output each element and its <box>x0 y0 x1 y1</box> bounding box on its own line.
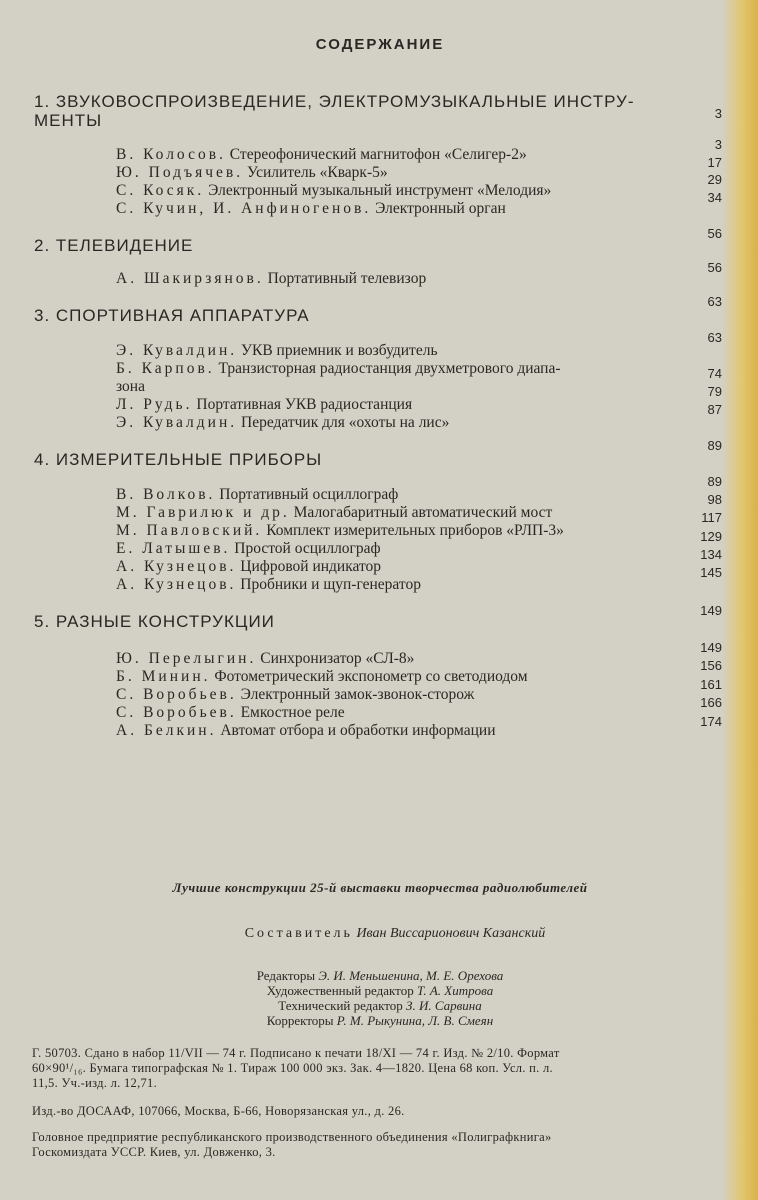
printer-block <box>32 1130 758 1160</box>
entry-author: С. Воробьев. <box>116 686 237 703</box>
toc-entry <box>116 668 528 686</box>
section-page-4: 89 <box>707 438 722 453</box>
entry-author: А. Белкин. <box>116 722 217 739</box>
entry-page: 87 <box>707 402 722 417</box>
toc-entry <box>116 522 564 540</box>
entry-author: В. Колосов. <box>116 146 226 163</box>
entry-page: 34 <box>707 190 722 205</box>
toc-entry <box>116 540 381 558</box>
entry-author: Ю. Перелыгин. <box>116 650 257 667</box>
entry-title: Транзисторная радиостанция двухметрового диапа- <box>218 360 561 377</box>
entry-author: С. Кучин, И. Анфиногенов. <box>116 200 372 217</box>
entry-author: Б. Карпов. <box>116 360 215 377</box>
entry-author: А. Кузнецов. <box>116 576 237 593</box>
entry-title: Малогабаритный автоматический мост <box>293 504 553 521</box>
toc-entry <box>116 342 438 360</box>
entry-author: Ю. Подъячев. <box>116 164 244 181</box>
entry-title: Электронный музыкальный инструмент «Мелодия» <box>208 182 552 199</box>
toc-entry <box>116 576 421 594</box>
section-page-3: 63 <box>707 294 722 309</box>
imprint-block <box>32 1046 758 1091</box>
entry-title: Портативный осциллограф <box>219 486 399 503</box>
entry-author: С. Косяк. <box>116 182 205 199</box>
book-title: Лучшие конструкции 25-й выставки творчества радиолюбителей <box>172 880 588 895</box>
compiler-label: Составитель <box>244 926 353 941</box>
entry-author: С. Воробьев. <box>116 704 237 721</box>
toc-entry <box>116 414 449 432</box>
section-heading-4: 4. ИЗМЕРИТЕЛЬНЫЕ ПРИБОРЫ <box>34 450 323 469</box>
entry-page: 56 <box>707 260 722 275</box>
publisher-line: Изд.-во ДОСААФ, 107066, Москва, Б-66, Новорязанская ул., д. 26. <box>32 1104 405 1118</box>
entry-title: Портативный телевизор <box>267 270 427 287</box>
toc-entry <box>116 270 426 288</box>
entry-page: 29 <box>707 172 722 187</box>
entry-page: 74 <box>707 366 722 381</box>
compiler-line <box>0 926 758 942</box>
toc-entry <box>116 558 381 576</box>
entry-page: 174 <box>700 714 722 729</box>
credit-role: Редакторы <box>256 968 316 983</box>
toc-entry <box>116 704 345 722</box>
entry-page: 149 <box>700 640 722 655</box>
entry-page: 17 <box>707 155 722 170</box>
toc-entry <box>116 182 551 200</box>
section-page-2: 56 <box>707 226 722 241</box>
entry-title: Пробники и щуп-генератор <box>240 576 421 593</box>
toc-entry <box>116 486 398 504</box>
entry-author: М. Гаврилюк и др. <box>116 504 290 521</box>
credit-role: Художественный редактор <box>266 983 414 998</box>
section-heading-5: 5. РАЗНЫЕ КОНСТРУКЦИИ <box>34 612 275 631</box>
entry-author: Е. Латышев. <box>116 540 231 557</box>
toc-entry <box>116 686 474 704</box>
section-heading-1: 1. ЗВУКОВОСПРОИЗВЕДЕНИЕ, ЭЛЕКТРОМУЗЫКАЛЬНЫЕ ИНСТРУ- <box>34 92 635 111</box>
toc-entry <box>116 722 496 740</box>
entry-author: А. Шакирзянов. <box>116 270 264 287</box>
entry-page: 89 <box>707 474 722 489</box>
entry-title: Электронный орган <box>375 200 506 217</box>
credit-line <box>0 1013 758 1028</box>
section-heading-3: 3. СПОРТИВНАЯ АППАРАТУРА <box>34 306 310 325</box>
toc-entry-cont: зона <box>116 378 145 395</box>
entry-title: Передатчик для «охоты на лис» <box>241 414 450 431</box>
entry-author: Л. Рудь. <box>116 396 193 413</box>
printer-line: Головное предприятие республиканского производственного объединения «Полиграфкнига» <box>32 1130 552 1144</box>
entry-page: 145 <box>700 565 722 580</box>
entry-page: 134 <box>700 547 722 562</box>
credit-line <box>0 998 758 1013</box>
entry-title: Усилитель «Кварк-5» <box>246 164 388 181</box>
entry-title: Емкостное реле <box>240 704 345 721</box>
credit-names: Э. И. Меньшенина, М. Е. Орехова <box>318 968 504 983</box>
section-heading-1-cont: МЕНТЫ <box>34 111 103 130</box>
entry-page: 166 <box>700 695 722 710</box>
compiler-name: Иван Виссарионович Казанский <box>356 926 546 941</box>
entry-page: 3 <box>714 137 722 152</box>
section-heading-2: 2. ТЕЛЕВИДЕНИЕ <box>34 236 194 255</box>
entry-page: 63 <box>707 330 722 345</box>
toc-entry <box>116 146 527 164</box>
entry-author: Э. Кувалдин. <box>116 414 238 431</box>
credit-role: Технический редактор <box>278 998 403 1013</box>
entry-author: М. Павловский. <box>116 522 263 539</box>
toc-entry <box>116 200 506 218</box>
entry-title: Синхронизатор «СЛ-8» <box>260 650 415 667</box>
entry-title: Комплект измерительных приборов «РЛП-3» <box>266 522 564 539</box>
entry-title: Электронный замок-звонок-сторож <box>240 686 475 703</box>
credit-names: Т. А. Хитрова <box>416 983 494 998</box>
section-page-5: 149 <box>700 603 722 618</box>
entry-author: В. Волков. <box>116 486 216 503</box>
entry-page: 79 <box>707 384 722 399</box>
credits-block <box>0 968 758 1028</box>
entry-author: А. Кузнецов. <box>116 558 237 575</box>
entry-page: 129 <box>700 529 722 544</box>
section-page-1: 3 <box>714 106 722 121</box>
entry-page: 117 <box>701 510 722 525</box>
entry-title: Цифровой индикатор <box>240 558 382 575</box>
toc-entry <box>116 164 388 182</box>
entry-author: Э. Кувалдин. <box>116 342 238 359</box>
toc-title: СОДЕРЖАНИЕ <box>315 36 445 53</box>
printer-line: Госкомиздата УССР. Киев, ул. Довженко, 3. <box>32 1145 276 1159</box>
toc-entry <box>116 360 561 378</box>
entry-page: 98 <box>707 492 722 507</box>
credit-line <box>0 983 758 998</box>
imprint-line: 60×90¹/₁₆. Бумага типографская № 1. Тираж 100 000 экз. Зак. 4—1820. Цена 68 коп. Усл. п. л. <box>32 1061 553 1075</box>
credit-role: Корректоры <box>266 1013 334 1028</box>
page-edge-tint <box>722 0 758 1200</box>
entry-title: Фотометрический экспонометр со светодиодом <box>214 668 528 685</box>
entry-title: УКВ приемник и возбудитель <box>241 342 438 359</box>
imprint-line: 11,5. Уч.-изд. л. 12,71. <box>32 1076 158 1090</box>
entry-title: Автомат отбора и обработки информации <box>220 722 496 739</box>
toc-entry <box>116 504 552 522</box>
credit-names: З. И. Сарвина <box>406 998 482 1013</box>
toc-entry <box>116 396 412 414</box>
credit-line <box>0 968 758 983</box>
entry-author: Б. Минин. <box>116 668 211 685</box>
entry-title: Стереофонический магнитофон «Селигер-2» <box>229 146 527 163</box>
entry-title: Простой осциллограф <box>234 540 381 557</box>
credit-names: Р. М. Рыкунина, Л. В. Смеян <box>336 1013 494 1028</box>
entry-page: 156 <box>700 658 722 673</box>
entry-title: Портативная УКВ радиостанция <box>196 396 413 413</box>
entry-page: 161 <box>700 677 722 692</box>
imprint-line: Г. 50703. Сдано в набор 11/VII — 74 г. Подписано к печати 18/XI — 74 г. Изд. № 2/10. Формат <box>32 1046 560 1060</box>
toc-entry <box>116 650 414 668</box>
